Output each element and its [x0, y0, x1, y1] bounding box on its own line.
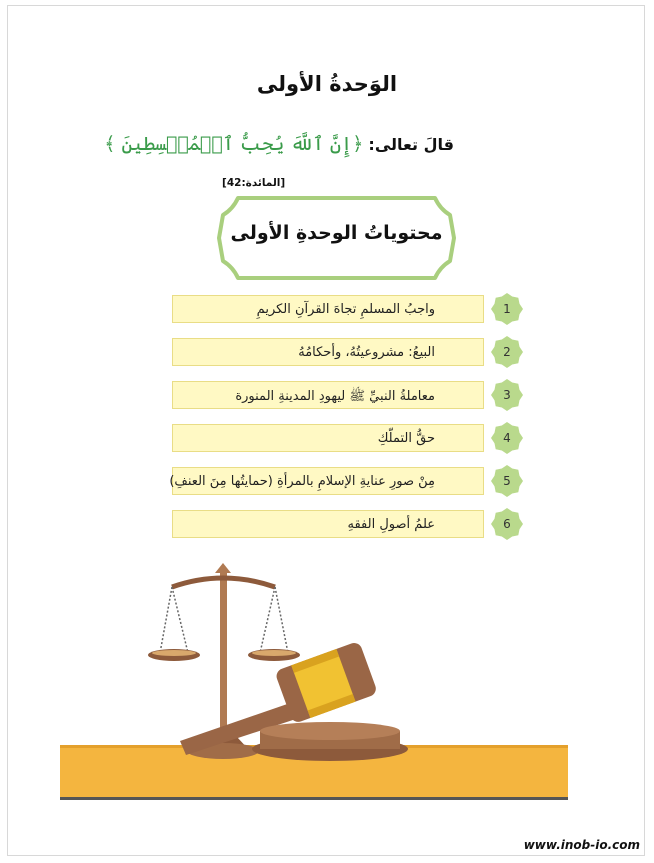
verse-line [104, 133, 454, 155]
watermark: www.inob-io.com [523, 838, 640, 852]
contents-item-bar [172, 424, 484, 452]
contents-item [172, 422, 524, 454]
contents-item-label: حقُّ التملّكِ [377, 431, 435, 446]
contents-item [172, 293, 524, 325]
unit-title: الوَحدةُ الأولى [256, 72, 398, 96]
contents-item-label: البيعُ: مشروعيتُهُ، وأحكامُهُ [298, 345, 435, 360]
contents-item-label: مِنْ صورِ عنايةِ الإسلامِ بالمرأةِ (حمايتُها مِنَ العنفِ) [169, 474, 435, 489]
contents-item-number: 3 [503, 388, 511, 402]
contents-item-number: 6 [503, 517, 511, 531]
verse-text: ﴿إِنَّ ٱللَّهَ يُحِبُّ ٱلۡمُقۡسِطِينَ ﴾ [104, 133, 364, 155]
contents-item-bar [172, 295, 484, 323]
contents-item-bar [172, 510, 484, 538]
contents-item [172, 336, 524, 368]
contents-title: محتوياتُ الوحدةِ الأولى [230, 222, 443, 244]
contents-item-number: 4 [503, 431, 511, 445]
contents-item-bar [172, 338, 484, 366]
contents-item [172, 508, 524, 540]
contents-item [172, 379, 524, 411]
contents-item-number: 2 [503, 345, 511, 359]
contents-item-number: 5 [503, 474, 511, 488]
contents-item-number: 1 [503, 302, 511, 316]
contents-item-bar [172, 381, 484, 409]
verse-intro: قالَ تعالى: [368, 135, 454, 154]
contents-item-label: واجبُ المسلمِ تجاهَ القرآنِ الكريمِ [256, 302, 435, 317]
justice-scale-and-gavel-illustration [60, 555, 568, 803]
verse-reference: [المائدة:42] [222, 177, 286, 189]
contents-item-label: معاملةُ النبيِّ ﷺ ليهودِ المدينةِ المنورة [235, 389, 435, 404]
contents-item [169, 465, 524, 497]
contents-item-label: علمُ أصولِ الفقهِ [347, 517, 435, 532]
contents-item-bar [169, 467, 484, 495]
